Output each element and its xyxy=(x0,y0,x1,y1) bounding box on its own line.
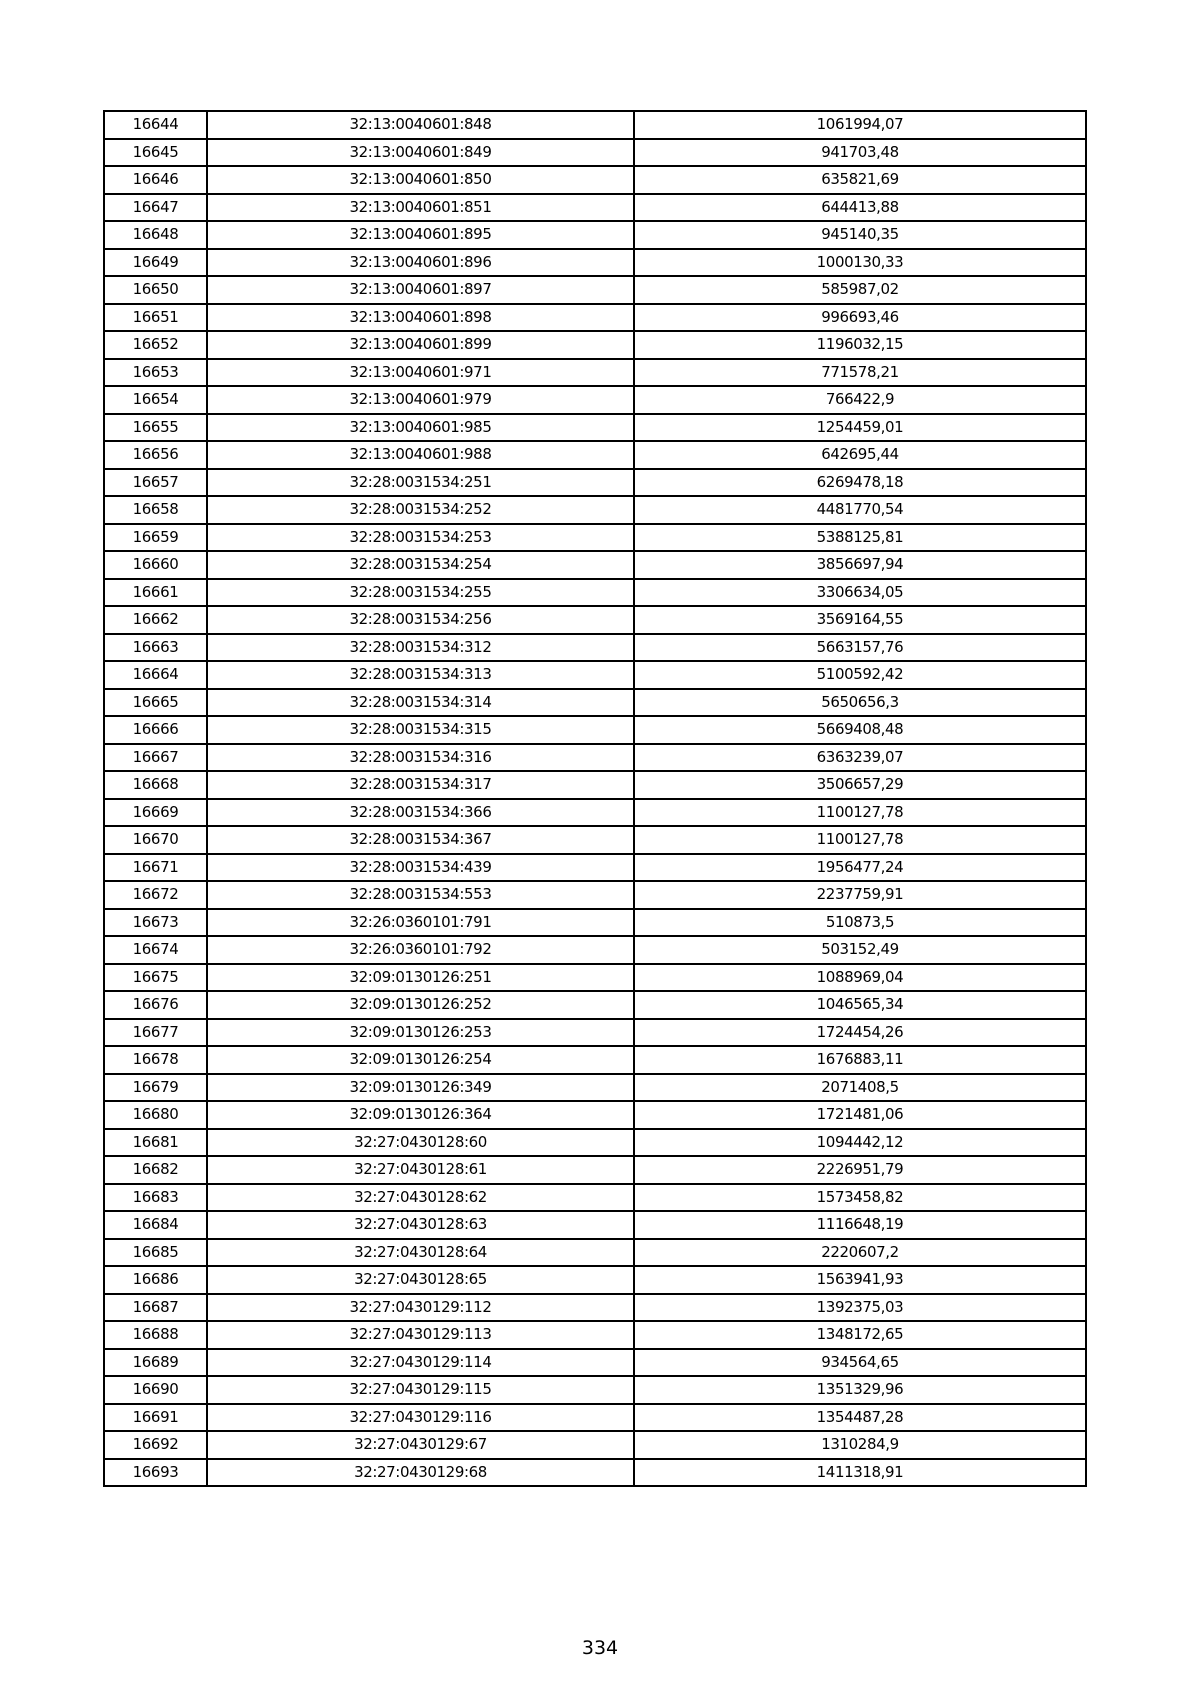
cadastral-number-cell: 32:27:0430129:116 xyxy=(207,1404,634,1432)
row-number-cell: 16686 xyxy=(104,1266,207,1294)
table-row xyxy=(104,1376,1086,1404)
table-row xyxy=(104,744,1086,772)
table-row xyxy=(104,606,1086,634)
cadastral-number-cell: 32:13:0040601:979 xyxy=(207,386,634,414)
table-row xyxy=(104,1294,1086,1322)
row-number-cell: 16678 xyxy=(104,1046,207,1074)
cadastral-value-cell: 5650656,3 xyxy=(634,689,1086,717)
cadastral-number-cell: 32:26:0360101:792 xyxy=(207,936,634,964)
cadastral-number-cell: 32:27:0430128:60 xyxy=(207,1129,634,1157)
table-row xyxy=(104,991,1086,1019)
cadastral-value-cell: 1676883,11 xyxy=(634,1046,1086,1074)
cadastral-number-cell: 32:09:0130126:252 xyxy=(207,991,634,1019)
row-number-cell: 16674 xyxy=(104,936,207,964)
table-row xyxy=(104,1101,1086,1129)
row-number-cell: 16662 xyxy=(104,606,207,634)
cadastral-value-cell: 1724454,26 xyxy=(634,1019,1086,1047)
row-number-cell: 16682 xyxy=(104,1156,207,1184)
table-row xyxy=(104,716,1086,744)
cadastral-value-cell: 2237759,91 xyxy=(634,881,1086,909)
row-number-cell: 16660 xyxy=(104,551,207,579)
cadastral-number-cell: 32:26:0360101:791 xyxy=(207,909,634,937)
table-row xyxy=(104,936,1086,964)
row-number-cell: 16681 xyxy=(104,1129,207,1157)
row-number-cell: 16645 xyxy=(104,139,207,167)
cadastral-number-cell: 32:28:0031534:553 xyxy=(207,881,634,909)
cadastral-value-cell: 5388125,81 xyxy=(634,524,1086,552)
row-number-cell: 16663 xyxy=(104,634,207,662)
cadastral-number-cell: 32:13:0040601:988 xyxy=(207,441,634,469)
cadastral-value-cell: 771578,21 xyxy=(634,359,1086,387)
cadastral-value-cell: 6363239,07 xyxy=(634,744,1086,772)
cadastral-number-cell: 32:28:0031534:367 xyxy=(207,826,634,854)
table-row xyxy=(104,469,1086,497)
table-row xyxy=(104,166,1086,194)
cadastral-number-cell: 32:13:0040601:848 xyxy=(207,111,634,139)
cadastral-value-cell: 1411318,91 xyxy=(634,1459,1086,1487)
cadastral-value-cell: 1310284,9 xyxy=(634,1431,1086,1459)
row-number-cell: 16648 xyxy=(104,221,207,249)
cadastral-value-cell: 1956477,24 xyxy=(634,854,1086,882)
cadastral-number-cell: 32:28:0031534:252 xyxy=(207,496,634,524)
row-number-cell: 16685 xyxy=(104,1239,207,1267)
table-row xyxy=(104,496,1086,524)
cadastral-value-cell: 3506657,29 xyxy=(634,771,1086,799)
row-number-cell: 16689 xyxy=(104,1349,207,1377)
cadastral-number-cell: 32:13:0040601:849 xyxy=(207,139,634,167)
cadastral-value-cell: 2071408,5 xyxy=(634,1074,1086,1102)
row-number-cell: 16670 xyxy=(104,826,207,854)
cadastral-value-cell: 934564,65 xyxy=(634,1349,1086,1377)
cadastral-value-cell: 1000130,33 xyxy=(634,249,1086,277)
row-number-cell: 16654 xyxy=(104,386,207,414)
row-number-cell: 16651 xyxy=(104,304,207,332)
page-number: 334 xyxy=(581,1637,619,1659)
table-row xyxy=(104,551,1086,579)
cadastral-number-cell: 32:09:0130126:251 xyxy=(207,964,634,992)
cadastral-number-cell: 32:27:0430129:113 xyxy=(207,1321,634,1349)
document-page xyxy=(103,110,1085,1487)
row-number-cell: 16691 xyxy=(104,1404,207,1432)
cadastral-number-cell: 32:27:0430128:61 xyxy=(207,1156,634,1184)
cadastral-value-cell: 1721481,06 xyxy=(634,1101,1086,1129)
cadastral-number-cell: 32:27:0430129:115 xyxy=(207,1376,634,1404)
table-row xyxy=(104,1349,1086,1377)
cadastral-value-cell: 945140,35 xyxy=(634,221,1086,249)
table-row xyxy=(104,1431,1086,1459)
table-row xyxy=(104,1156,1086,1184)
cadastral-value-cell: 642695,44 xyxy=(634,441,1086,469)
cadastral-number-cell: 32:27:0430129:68 xyxy=(207,1459,634,1487)
cadastral-value-cell: 1254459,01 xyxy=(634,414,1086,442)
row-number-cell: 16664 xyxy=(104,661,207,689)
row-number-cell: 16693 xyxy=(104,1459,207,1487)
cadastral-number-cell: 32:27:0430129:114 xyxy=(207,1349,634,1377)
table-row xyxy=(104,689,1086,717)
cadastral-value-cell: 5663157,76 xyxy=(634,634,1086,662)
cadastral-number-cell: 32:13:0040601:895 xyxy=(207,221,634,249)
cadastral-number-cell: 32:13:0040601:898 xyxy=(207,304,634,332)
cadastral-value-cell: 1392375,03 xyxy=(634,1294,1086,1322)
cadastral-value-cell: 1351329,96 xyxy=(634,1376,1086,1404)
cadastral-value-cell: 1354487,28 xyxy=(634,1404,1086,1432)
cadastral-value-cell: 941703,48 xyxy=(634,139,1086,167)
row-number-cell: 16690 xyxy=(104,1376,207,1404)
cadastral-value-cell: 1100127,78 xyxy=(634,799,1086,827)
table-row xyxy=(104,771,1086,799)
cadastral-value-cell: 3856697,94 xyxy=(634,551,1086,579)
table-row xyxy=(104,139,1086,167)
cadastral-value-cell: 1573458,82 xyxy=(634,1184,1086,1212)
table-row xyxy=(104,1211,1086,1239)
cadastral-value-cell: 1563941,93 xyxy=(634,1266,1086,1294)
cadastral-number-cell: 32:28:0031534:315 xyxy=(207,716,634,744)
row-number-cell: 16688 xyxy=(104,1321,207,1349)
row-number-cell: 16684 xyxy=(104,1211,207,1239)
cadastral-number-cell: 32:28:0031534:316 xyxy=(207,744,634,772)
table-row xyxy=(104,826,1086,854)
row-number-cell: 16669 xyxy=(104,799,207,827)
table-row xyxy=(104,1129,1086,1157)
table-row xyxy=(104,359,1086,387)
cadastral-value-cell: 5669408,48 xyxy=(634,716,1086,744)
cadastral-number-cell: 32:28:0031534:256 xyxy=(207,606,634,634)
cadastral-number-cell: 32:09:0130126:254 xyxy=(207,1046,634,1074)
cadastral-value-cell: 2226951,79 xyxy=(634,1156,1086,1184)
cadastral-value-cell: 503152,49 xyxy=(634,936,1086,964)
cadastral-number-cell: 32:27:0430128:64 xyxy=(207,1239,634,1267)
cadastral-number-cell: 32:27:0430129:112 xyxy=(207,1294,634,1322)
table-row xyxy=(104,249,1086,277)
row-number-cell: 16661 xyxy=(104,579,207,607)
cadastral-value-table xyxy=(103,110,1087,1487)
table-row xyxy=(104,881,1086,909)
table-row xyxy=(104,579,1086,607)
cadastral-number-cell: 32:09:0130126:253 xyxy=(207,1019,634,1047)
table-row xyxy=(104,799,1086,827)
cadastral-value-cell: 1116648,19 xyxy=(634,1211,1086,1239)
cadastral-value-cell: 5100592,42 xyxy=(634,661,1086,689)
cadastral-number-cell: 32:13:0040601:851 xyxy=(207,194,634,222)
table-row xyxy=(104,1266,1086,1294)
row-number-cell: 16657 xyxy=(104,469,207,497)
table-row xyxy=(104,1046,1086,1074)
cadastral-number-cell: 32:09:0130126:364 xyxy=(207,1101,634,1129)
cadastral-value-cell: 1088969,04 xyxy=(634,964,1086,992)
cadastral-number-cell: 32:28:0031534:253 xyxy=(207,524,634,552)
cadastral-number-cell: 32:28:0031534:314 xyxy=(207,689,634,717)
row-number-cell: 16680 xyxy=(104,1101,207,1129)
cadastral-value-cell: 585987,02 xyxy=(634,276,1086,304)
cadastral-number-cell: 32:27:0430128:63 xyxy=(207,1211,634,1239)
cadastral-value-cell: 3306634,05 xyxy=(634,579,1086,607)
table-row xyxy=(104,331,1086,359)
cadastral-value-cell: 3569164,55 xyxy=(634,606,1086,634)
table-row xyxy=(104,634,1086,662)
row-number-cell: 16644 xyxy=(104,111,207,139)
table-row xyxy=(104,964,1086,992)
table-row xyxy=(104,111,1086,139)
cadastral-number-cell: 32:09:0130126:349 xyxy=(207,1074,634,1102)
row-number-cell: 16667 xyxy=(104,744,207,772)
table-row xyxy=(104,1459,1086,1487)
cadastral-number-cell: 32:28:0031534:313 xyxy=(207,661,634,689)
table-row xyxy=(104,854,1086,882)
row-number-cell: 16672 xyxy=(104,881,207,909)
row-number-cell: 16668 xyxy=(104,771,207,799)
cadastral-number-cell: 32:28:0031534:254 xyxy=(207,551,634,579)
row-number-cell: 16666 xyxy=(104,716,207,744)
cadastral-number-cell: 32:27:0430128:65 xyxy=(207,1266,634,1294)
row-number-cell: 16649 xyxy=(104,249,207,277)
table-row xyxy=(104,441,1086,469)
table-row xyxy=(104,1074,1086,1102)
row-number-cell: 16659 xyxy=(104,524,207,552)
cadastral-value-cell: 510873,5 xyxy=(634,909,1086,937)
table-row xyxy=(104,1184,1086,1212)
cadastral-number-cell: 32:28:0031534:366 xyxy=(207,799,634,827)
cadastral-number-cell: 32:28:0031534:251 xyxy=(207,469,634,497)
cadastral-value-cell: 996693,46 xyxy=(634,304,1086,332)
table-row xyxy=(104,909,1086,937)
row-number-cell: 16646 xyxy=(104,166,207,194)
cadastral-value-cell: 635821,69 xyxy=(634,166,1086,194)
cadastral-value-cell: 1100127,78 xyxy=(634,826,1086,854)
row-number-cell: 16673 xyxy=(104,909,207,937)
row-number-cell: 16671 xyxy=(104,854,207,882)
row-number-cell: 16675 xyxy=(104,964,207,992)
cadastral-value-cell: 1061994,07 xyxy=(634,111,1086,139)
row-number-cell: 16687 xyxy=(104,1294,207,1322)
table-row xyxy=(104,1239,1086,1267)
row-number-cell: 16653 xyxy=(104,359,207,387)
row-number-cell: 16683 xyxy=(104,1184,207,1212)
row-number-cell: 16647 xyxy=(104,194,207,222)
cadastral-number-cell: 32:28:0031534:312 xyxy=(207,634,634,662)
row-number-cell: 16650 xyxy=(104,276,207,304)
row-number-cell: 16692 xyxy=(104,1431,207,1459)
table-row xyxy=(104,221,1086,249)
table-row xyxy=(104,194,1086,222)
table-row xyxy=(104,276,1086,304)
cadastral-number-cell: 32:27:0430128:62 xyxy=(207,1184,634,1212)
cadastral-value-cell: 1046565,34 xyxy=(634,991,1086,1019)
row-number-cell: 16655 xyxy=(104,414,207,442)
row-number-cell: 16679 xyxy=(104,1074,207,1102)
cadastral-value-cell: 644413,88 xyxy=(634,194,1086,222)
cadastral-number-cell: 32:28:0031534:317 xyxy=(207,771,634,799)
table-row xyxy=(104,414,1086,442)
row-number-cell: 16656 xyxy=(104,441,207,469)
table-row xyxy=(104,661,1086,689)
cadastral-number-cell: 32:13:0040601:896 xyxy=(207,249,634,277)
cadastral-number-cell: 32:13:0040601:971 xyxy=(207,359,634,387)
table-row xyxy=(104,1404,1086,1432)
cadastral-value-cell: 6269478,18 xyxy=(634,469,1086,497)
table-row xyxy=(104,386,1086,414)
cadastral-value-cell: 766422,9 xyxy=(634,386,1086,414)
cadastral-value-cell: 4481770,54 xyxy=(634,496,1086,524)
row-number-cell: 16665 xyxy=(104,689,207,717)
cadastral-number-cell: 32:28:0031534:255 xyxy=(207,579,634,607)
cadastral-number-cell: 32:13:0040601:899 xyxy=(207,331,634,359)
cadastral-number-cell: 32:28:0031534:439 xyxy=(207,854,634,882)
table-row xyxy=(104,304,1086,332)
table-row xyxy=(104,1321,1086,1349)
table-row xyxy=(104,524,1086,552)
cadastral-number-cell: 32:27:0430129:67 xyxy=(207,1431,634,1459)
cadastral-value-cell: 1196032,15 xyxy=(634,331,1086,359)
cadastral-number-cell: 32:13:0040601:985 xyxy=(207,414,634,442)
row-number-cell: 16658 xyxy=(104,496,207,524)
row-number-cell: 16677 xyxy=(104,1019,207,1047)
cadastral-value-cell: 1094442,12 xyxy=(634,1129,1086,1157)
table-body xyxy=(104,111,1086,1486)
cadastral-value-cell: 1348172,65 xyxy=(634,1321,1086,1349)
table-row xyxy=(104,1019,1086,1047)
row-number-cell: 16652 xyxy=(104,331,207,359)
cadastral-number-cell: 32:13:0040601:850 xyxy=(207,166,634,194)
cadastral-value-cell: 2220607,2 xyxy=(634,1239,1086,1267)
cadastral-number-cell: 32:13:0040601:897 xyxy=(207,276,634,304)
row-number-cell: 16676 xyxy=(104,991,207,1019)
